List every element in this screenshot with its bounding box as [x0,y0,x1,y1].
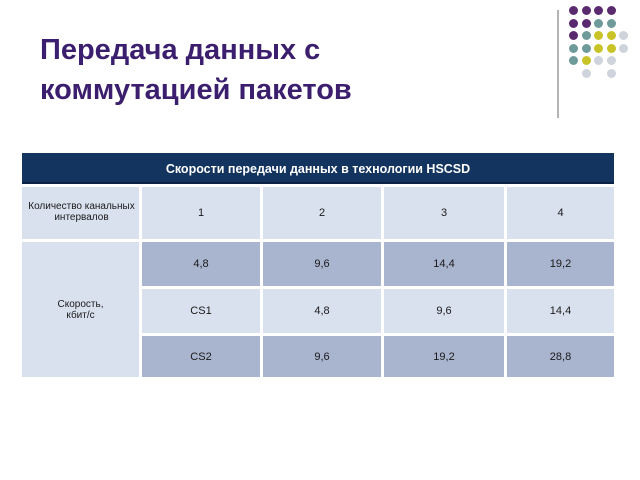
decorative-dot [582,6,591,15]
table-cell: CS2 [142,336,260,377]
decorative-dot [582,56,591,65]
decorative-dot [569,19,578,28]
divider-line [557,10,559,118]
decorative-dot [594,6,603,15]
decorative-dot [619,31,628,40]
column-header-2: 2 [263,187,381,239]
decorative-dot [607,6,616,15]
table-cell: CS1 [142,289,260,333]
table-cell: 14,4 [507,289,614,333]
row-header-label: Количество канальных интервалов [22,187,139,239]
decorative-dot [607,56,616,65]
decorative-dot [594,31,603,40]
decorative-dot [594,19,603,28]
decorative-dot [594,56,603,65]
speed-label: Скорость, кбит/с [22,242,139,377]
slide-title-line-1: Передача данных с [40,34,321,66]
table-cell: 9,6 [263,242,381,286]
column-header-1: 1 [142,187,260,239]
table-caption: Скорости передачи данных в технологии HSCSD [22,153,614,184]
table-cell: 28,8 [507,336,614,377]
slide-title [40,30,510,110]
table-cell: 9,6 [263,336,381,377]
decorative-dot [569,31,578,40]
decorative-dot [569,6,578,15]
column-header-3: 3 [384,187,504,239]
decorative-dot [582,69,591,78]
decorative-dot [594,44,603,53]
decorative-dot [582,44,591,53]
table-cell: 4,8 [263,289,381,333]
hscsd-speed-table [22,153,614,377]
table-cell: 9,6 [384,289,504,333]
decorative-dot [607,19,616,28]
table-cell: 4,8 [142,242,260,286]
table-cell: 19,2 [507,242,614,286]
decorative-dot [619,44,628,53]
decorative-dot [569,44,578,53]
decorative-dot [607,44,616,53]
decorative-dot [607,31,616,40]
decorative-dot [582,31,591,40]
table-cell: 19,2 [384,336,504,377]
decorative-dot [582,19,591,28]
column-header-4: 4 [507,187,614,239]
slide-title-line-2: коммутацией пакетов [40,74,352,106]
table-cell: 14,4 [384,242,504,286]
decorative-dot-grid [569,6,639,106]
decorative-dot [569,56,578,65]
decorative-dot [607,69,616,78]
